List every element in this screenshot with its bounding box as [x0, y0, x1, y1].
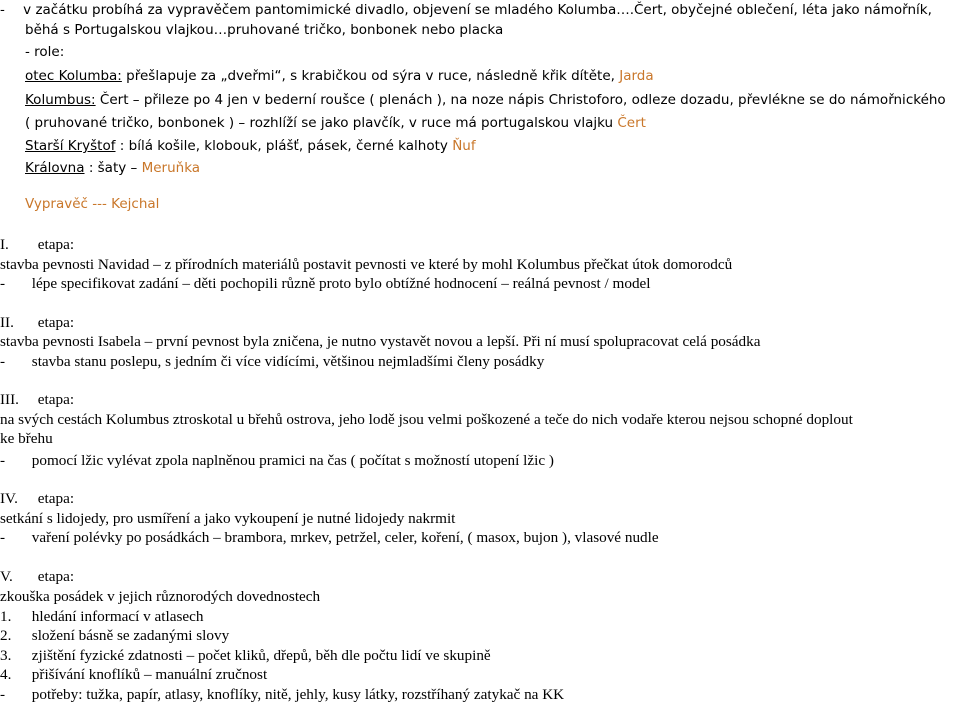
role-name: Královna — [25, 160, 85, 176]
stage-5-note — [0, 685, 564, 705]
role-name: otec Kolumba: — [25, 68, 122, 84]
stage-3-desc — [0, 410, 853, 430]
stage-note-text: vaření polévky po posádkách – brambora, mrkev, petržel, celer, koření, ( masox, bujon ), vlasové nudle — [31, 529, 659, 546]
item-text: složení básně se zadanými slovy — [31, 627, 230, 644]
role-actor: Meruňka — [141, 160, 201, 176]
bullet-dash: - — [0, 452, 6, 469]
stage-note-text: lépe specifikovat zadání – děti pochopili různě proto bylo obtížné hodnocení – reálná pevnost / model — [31, 275, 651, 292]
narrator-text: Vypravěč --- Kejchal — [25, 196, 160, 212]
stage-desc-text: setkání s lidojedy, pro usmíření a jako vykoupení je nutné lidojedy nakrmit — [0, 510, 456, 527]
bullet-dash: - — [0, 275, 6, 292]
role-otec — [25, 66, 654, 86]
stage-number: V. — [0, 568, 13, 585]
stage-4-note — [0, 528, 659, 548]
stage-1-heading — [0, 235, 74, 255]
intro-line-2 — [25, 20, 503, 40]
role-desc: přešlapuje za „dveřmi“, s krabičkou od sýra v ruce, následně křik dítěte, — [126, 68, 615, 84]
stage-note-text: potřeby: tužka, papír, atlasy, knoflíky, nitě, jehly, kusy látky, rozstříhaný zatykač na KK — [31, 686, 565, 703]
stage-1-note — [0, 274, 651, 294]
stage-4-desc — [0, 509, 455, 529]
intro-text-2: běhá s Portugalskou vlajkou…pruhované tričko, bonbonek nebo placka — [25, 22, 504, 38]
role-name: Kolumbus: — [25, 92, 96, 108]
item-text: zjištění fyzické zdatnosti – počet kliků, dřepů, běh dle počtu lidí ve skupině — [31, 647, 491, 664]
stage-desc-text: zkouška posádek v jejich různorodých dovednostech — [0, 588, 321, 605]
role-krystof — [25, 136, 476, 156]
stage-5-item — [0, 665, 267, 685]
item-number: 2. — [0, 627, 12, 644]
stage-5-item — [0, 607, 203, 627]
role-actor: Čert — [617, 115, 646, 131]
stage-2-desc — [0, 332, 760, 352]
bullet-dash: - — [0, 2, 5, 18]
item-number: 1. — [0, 608, 12, 625]
role-kolumbus — [25, 90, 946, 110]
stage-label: etapa: — [37, 391, 75, 408]
role-desc: : šaty – — [88, 160, 138, 176]
stage-number: IV. — [0, 490, 18, 507]
stage-5-item — [0, 646, 491, 666]
role-desc: Čert – přileze po 4 jen v bederní roušce ( plenách ), na noze nápis Christoforo, odleze dozadu, převlékne se do námořnického — [99, 92, 946, 108]
stage-desc-text: na svých cestách Kolumbus ztroskotal u břehů ostrova, jeho lodě jsou velmi poškozené a teče do nich vodaře kterou nejsou schopné doplout — [0, 411, 853, 428]
stage-5-heading — [0, 567, 74, 587]
roles-heading-text: - role: — [25, 44, 65, 60]
role-desc: : bílá košile, klobouk, plášť, pásek, černé kalhoty — [119, 138, 448, 154]
bullet-dash: - — [0, 686, 6, 703]
role-actor: Ňuf — [452, 138, 476, 154]
item-text: přišívání knoflíků – manuální zručnost — [31, 666, 268, 683]
stage-2-heading — [0, 313, 74, 333]
stage-label: etapa: — [37, 314, 75, 331]
stage-desc-text: ke břehu — [0, 430, 53, 447]
stage-desc-text: stavba pevnosti Navidad – z přírodních materiálů postavit pevnosti ve které by mohl Kolumbus přečkat útok domorodců — [0, 256, 733, 273]
bullet-dash: - — [0, 353, 6, 370]
stage-label: etapa: — [37, 490, 75, 507]
stage-number: III. — [0, 391, 19, 408]
stage-number: I. — [0, 236, 9, 253]
stage-label: etapa: — [37, 568, 75, 585]
stage-3-note — [0, 451, 554, 471]
stage-3-desc-cont — [0, 429, 53, 449]
role-desc: ( pruhované tričko, bonbonek ) – rozhlíží se jako plavčík, v ruce má portugalskou vlajku — [25, 115, 614, 131]
roles-heading — [25, 42, 64, 62]
stage-5-item — [0, 626, 229, 646]
intro-text-1: v začátku probíhá za vypravěčem pantomimické divadlo, objevení se mladého Kolumba….Čert, obyčejné oblečení, léta jako námořník, — [23, 2, 932, 18]
stage-desc-text: stavba pevnosti Isabela – první pevnost byla zničena, je nutno vystavět novou a lepší. Při ní musí spolupracovat celá posádka — [0, 333, 761, 350]
item-number: 4. — [0, 666, 12, 683]
role-kolumbus-cont — [25, 113, 646, 133]
item-text: hledání informací v atlasech — [31, 608, 204, 625]
stage-1-desc — [0, 255, 732, 275]
role-kralovna — [25, 158, 200, 178]
bullet-dash: - — [0, 529, 6, 546]
stage-label: etapa: — [37, 236, 75, 253]
stage-note-text: stavba stanu poslepu, s jedním či více vidícími, většinou nejmladšími členy posádky — [31, 353, 545, 370]
stage-4-heading — [0, 489, 74, 509]
role-actor: Jarda — [619, 68, 654, 84]
stage-5-desc — [0, 587, 320, 607]
narrator-line — [25, 194, 159, 214]
stage-3-heading — [0, 390, 74, 410]
item-number: 3. — [0, 647, 12, 664]
role-name: Starší Kryštof — [25, 138, 116, 154]
stage-note-text: pomocí lžic vylévat zpola naplněnou pramici na čas ( počítat s možností utopení lžic ) — [31, 452, 554, 469]
stage-number: II. — [0, 314, 14, 331]
intro-line-1 — [0, 0, 932, 20]
stage-2-note — [0, 352, 544, 372]
